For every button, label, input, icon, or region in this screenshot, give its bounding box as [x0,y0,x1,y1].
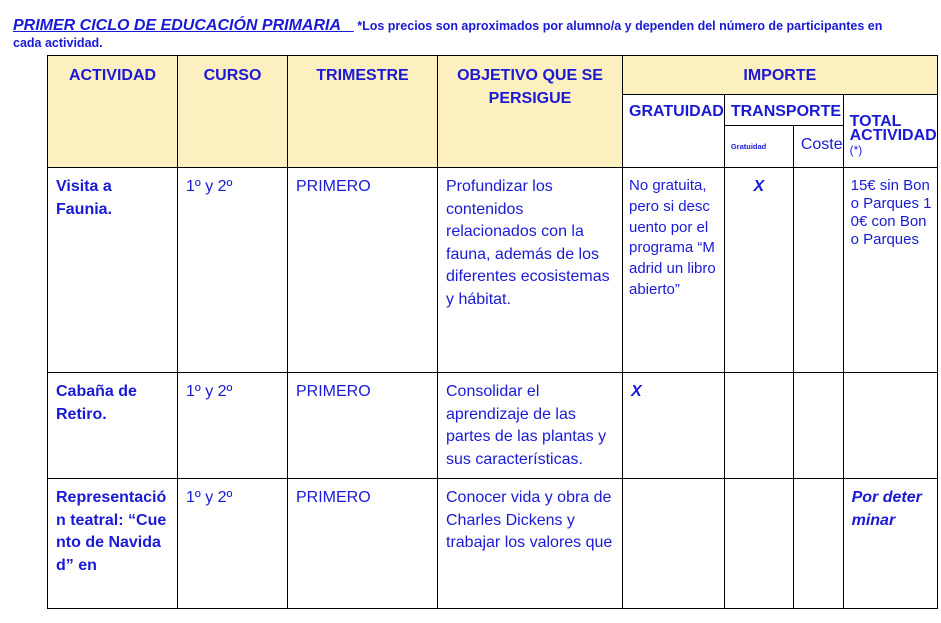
row-trimestre: PRIMERO [288,373,438,479]
row-gratuidad: No gratuita, pero si descuento por el programa “Madrid un libro abierto” [623,168,725,373]
header-objetivo: OBJETIVO QUE SE PERSIGUE [438,56,623,168]
row-objetivo: Conocer vida y obra de Charles Dickens y trabajar los valores que [438,479,623,609]
row-actividad: Cabaña de Retiro. [48,373,178,479]
row-objetivo: Profundizar los contenidos relacionados con la fauna, además de los diferentes ecosistemas y hábitat. [438,168,623,373]
row-transporte-gratuidad [724,479,793,609]
row-transporte-coste [793,168,843,373]
price-note: *Los precios son aproximados por alumno/a y dependen del número de participantes en [357,19,883,33]
row-trimestre: PRIMERO [288,168,438,373]
section-title: PRIMER CICLO DE EDUCACIÓN PRIMARIA [13,17,354,34]
price-note-continued: cada actividad. [13,36,103,50]
header-importe: IMPORTE [623,56,938,95]
table-row [48,479,938,609]
row-total: Por determinar [843,479,937,609]
header-gratuidad: GRATUIDAD [623,95,725,168]
row-trimestre: PRIMERO [288,479,438,609]
header-curso: CURSO [178,56,288,168]
total-actividad-label: TOTAL ACTIVIDAD [849,113,937,144]
header-transporte-coste: Coste [793,126,843,168]
row-total [843,373,937,479]
header-trimestre: TRIMESTRE [288,56,438,168]
header-transporte: TRANSPORTE [724,95,843,126]
row-transporte-gratuidad [724,373,793,479]
row-transporte-coste [793,479,843,609]
row-transporte-coste [793,373,843,479]
page-header [13,16,938,53]
row-curso: 1º y 2º [178,168,288,373]
activities-table [47,55,938,609]
row-actividad: Visita a Faunia. [48,168,178,373]
row-total: 15€ sin Bono Parques 10€ con Bono Parques [843,168,937,373]
row-gratuidad: X [623,373,725,479]
table-row [48,168,938,373]
header-total-actividad [843,95,937,168]
header-transporte-gratuidad: Gratuidad [724,126,793,168]
table-row [48,373,938,479]
total-asterisk: (*) [849,143,863,157]
row-curso: 1º y 2º [178,479,288,609]
row-actividad: Representación teatral: “Cuento de Navidad” en [48,479,178,609]
row-curso: 1º y 2º [178,373,288,479]
row-objetivo: Consolidar el aprendizaje de las partes de las plantas y sus características. [438,373,623,479]
header-actividad: ACTIVIDAD [48,56,178,168]
row-transporte-gratuidad: X [724,168,793,373]
row-gratuidad [623,479,725,609]
